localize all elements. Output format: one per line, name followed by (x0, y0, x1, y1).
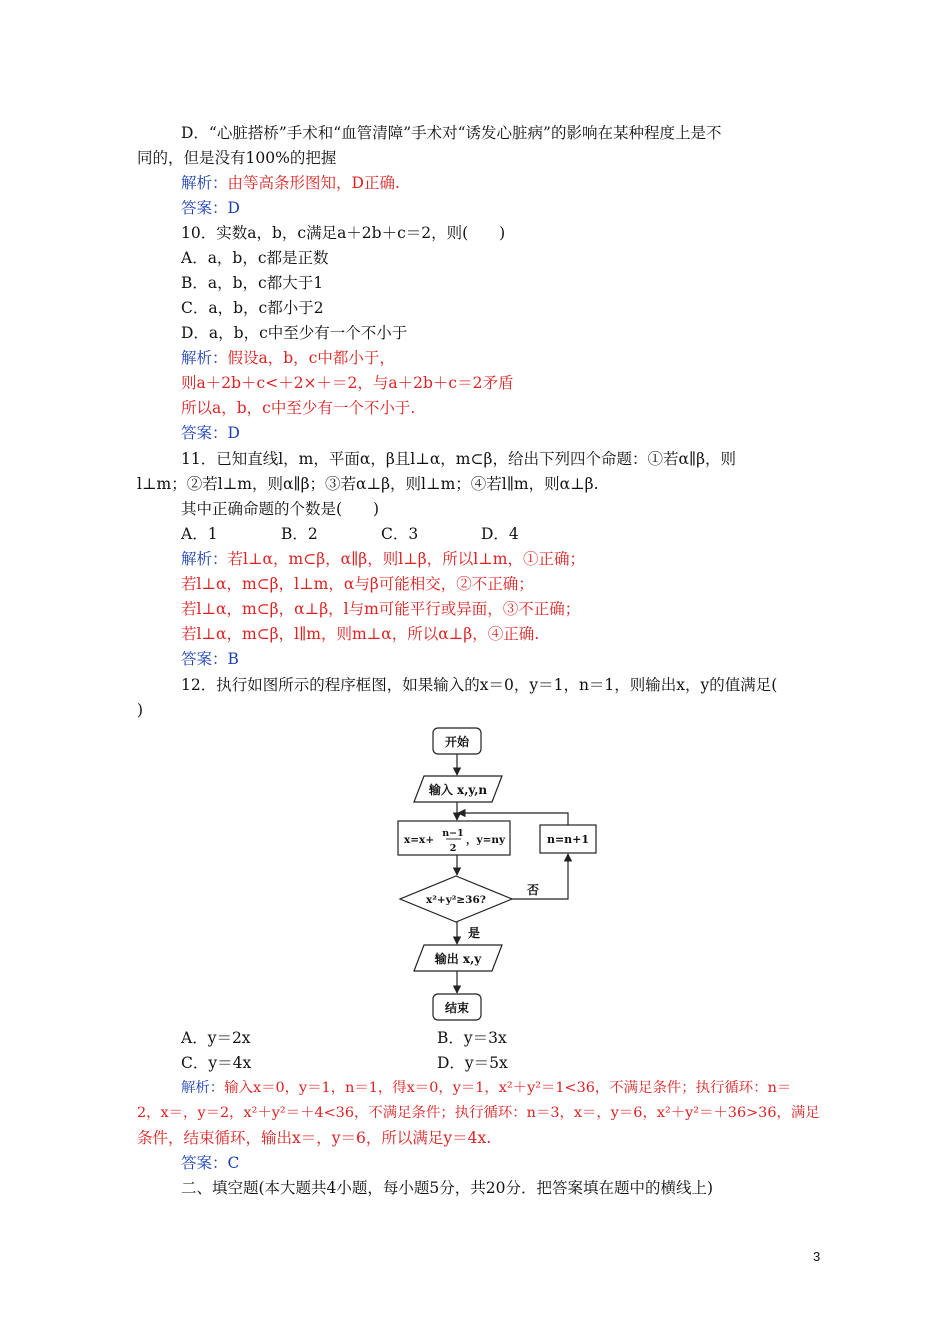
q10-option-c: C．a，b，c都小于2 (181, 299, 324, 317)
q10-stem: 10．实数a，b，c满足a＋2b＋c＝2，则( ) (181, 224, 506, 242)
flow-no-label: 否 (526, 883, 540, 897)
q12-explanation-line2: 2，x＝，y＝2，x²＋y²＝＋4<36，不满足条件；执行循环：n＝3，x＝，y＝6，x²＋y²＝＋36>36，满足 (137, 1105, 820, 1121)
flow-arrow-no-branch (512, 854, 568, 899)
flow-assign-numerator: n−1 (442, 828, 464, 839)
q11-answer: 答案：B (181, 650, 239, 668)
q12-stem-line2: ) (137, 701, 144, 719)
explanation-label: 解析： (181, 349, 228, 367)
explanation-text: 若l⊥α，m⊂β，α∥β，则l⊥β，所以l⊥m，①正确； (227, 550, 585, 568)
flow-condition-label: x²+y²≥36? (426, 894, 486, 906)
flow-yes-label: 是 (467, 926, 481, 940)
explanation-label: 解析： (181, 1080, 225, 1096)
explanation-text: 输入x＝0，y＝1，n＝1，得x＝0，y＝1，x²＋y²＝1<36，不满足条件；执行循环：n＝ (224, 1080, 792, 1096)
q10-explanation-line3: 所以a，b，c中至少有一个不小于. (181, 399, 416, 417)
q9-answer: 答案：D (181, 199, 240, 217)
page-number: 3 (813, 1249, 821, 1264)
q10-option-d: D．a，b，c中至少有一个不小于 (181, 324, 408, 342)
q11-option-a: A．1 (181, 525, 218, 543)
q11-option-c: C．3 (381, 525, 419, 543)
q10-explanation-line2: 则a＋2b＋c<＋2×＋＝2，与a＋2b＋c＝2矛盾 (181, 374, 514, 392)
explanation-label: 解析： (181, 174, 228, 192)
q12-option-a: A．y＝2x (181, 1029, 251, 1047)
explanation-label: 解析： (181, 550, 228, 568)
q11-explanation-line3: 若l⊥α，m⊂β，α⊥β，l与m可能平行或异面，③不正确； (181, 600, 581, 618)
q10-option-b: B．a，b，c都大于1 (181, 274, 324, 292)
section-2-heading: 二、填空题(本大题共4小题，每小题5分，共20分．把答案填在题中的横线上) (181, 1179, 714, 1197)
flow-input-label: 输入 x,y,n (428, 783, 488, 797)
q11-explanation-line4: 若l⊥α，m⊂β，l∥m，则m⊥α，所以α⊥β，④正确. (181, 625, 540, 643)
q9-option-d-line2: 同的，但是没有100%的把握 (137, 149, 337, 167)
q9-option-d-line1: D．“心脏搭桥”手术和“血管清障”手术对“诱发心脏病”的影响在某种程度上是不 (181, 124, 722, 142)
q11-explanation-line2: 若l⊥α，m⊂β，l⊥m，α与β可能相交，②不正确； (181, 575, 534, 593)
q12-answer: 答案：C (181, 1154, 240, 1172)
explanation-text: 由等高条形图知，D正确. (227, 174, 400, 192)
q11-option-d: D．4 (481, 525, 519, 543)
explanation-text: 假设a，b，c中都小于， (227, 349, 395, 367)
flow-increment-label: n=n+1 (546, 833, 590, 846)
q10-explanation-line1 (181, 348, 395, 368)
q11-stem-line2: l⊥m；②若l⊥m，则α∥β；③若α⊥β，则l⊥m；④若l∥m，则α⊥β. (137, 475, 599, 493)
q12-explanation-line1 (181, 1078, 791, 1098)
program-flowchart (390, 722, 620, 1024)
q11-stem-line1: 11．已知直线l，m，平面α，β且l⊥α，m⊂β，给出下列四个命题：①若α∥β，则 (181, 450, 737, 468)
flow-end-label: 结束 (444, 1001, 470, 1015)
q9-explanation (181, 173, 400, 193)
q10-option-a: A．a，b，c都是正数 (181, 249, 329, 267)
q10-answer: 答案：D (181, 424, 240, 442)
q12-option-c: C．y＝4x (181, 1054, 252, 1072)
q11-stem-line3: 其中正确命题的个数是( ) (181, 500, 380, 518)
q12-stem-line1: 12．执行如图所示的程序框图，如果输入的x＝0，y＝1，n＝1，则输出x，y的值满足( (181, 676, 778, 694)
flow-output-label: 输出 x,y (434, 952, 482, 966)
flow-assign-denominator: 2 (449, 843, 457, 854)
q12-option-d: D．y＝5x (437, 1054, 508, 1072)
flow-assign-prefix: x=x+ (404, 834, 435, 846)
flow-start-label: 开始 (444, 735, 470, 749)
q11-explanation-line1 (181, 549, 585, 569)
flow-assign-suffix: ，y=ny (466, 834, 506, 846)
q12-explanation-line3: 条件，结束循环，输出x＝，y＝6，所以满足y＝4x. (137, 1129, 492, 1147)
q12-option-b: B．y＝3x (437, 1029, 507, 1047)
q11-option-b: B．2 (281, 525, 318, 543)
